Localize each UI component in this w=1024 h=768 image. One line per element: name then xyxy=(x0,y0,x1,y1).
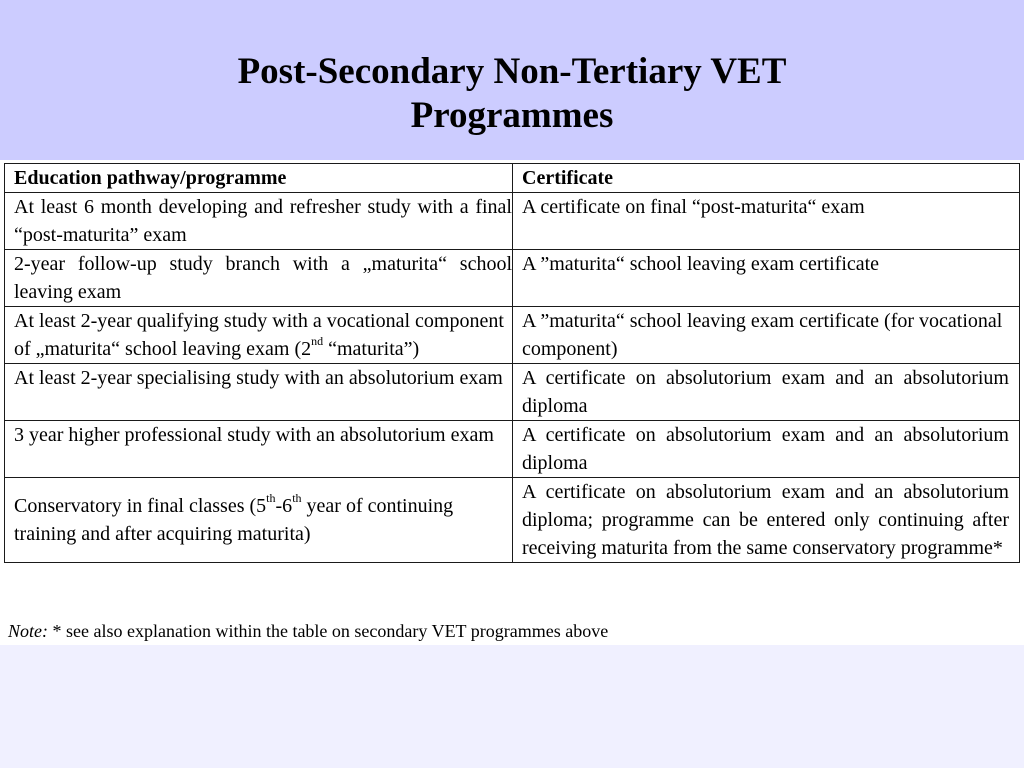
ordinal-superscript: th xyxy=(292,491,302,506)
certificate-cell: A ”maturita“ school leaving exam certificate (for vocational component) xyxy=(513,307,1020,364)
pathway-cell: 3 year higher professional study with an absolutorium exam xyxy=(5,421,513,478)
note-text: * see also explanation within the table on secondary VET programmes above xyxy=(48,621,609,641)
pathway-text: Conservatory in final classes (5 xyxy=(14,495,267,517)
certificate-cell: A certificate on absolutorium exam and an absolutorium diploma xyxy=(513,421,1020,478)
pathway-text: At least 2-year qualifying study with a vocational component of „maturita“ school leaving exam (2 xyxy=(14,310,504,360)
slide-title-line-1: Post-Secondary Non-Tertiary VET xyxy=(237,51,787,92)
table-header-row xyxy=(5,164,1020,193)
table-row xyxy=(5,193,1020,250)
certificate-cell: A ”maturita“ school leaving exam certificate xyxy=(513,250,1020,307)
header-certificate: Certificate xyxy=(513,164,1020,193)
pathway-cell: At least 2-year specialising study with an absolutorium exam xyxy=(5,364,513,421)
pathway-cell xyxy=(5,307,513,364)
note-label: Note: xyxy=(8,621,48,641)
ordinal-superscript: nd xyxy=(311,334,324,349)
certificate-cell: A certificate on absolutorium exam and an absolutorium diploma xyxy=(513,364,1020,421)
table-row xyxy=(5,478,1020,563)
certificate-cell: A certificate on absolutorium exam and an absolutorium diploma; programme can be entered only continuing after receiving maturita from the same conservatory programme* xyxy=(513,478,1020,563)
programmes-table xyxy=(4,163,1020,563)
table-note xyxy=(8,619,608,643)
table-row xyxy=(5,421,1020,478)
ordinal-superscript: th xyxy=(266,491,276,506)
pathway-cell: 2-year follow-up study branch with a „maturita“ school leaving exam xyxy=(5,250,513,307)
slide-title xyxy=(0,50,1024,138)
table-panel xyxy=(0,160,1024,645)
table-row xyxy=(5,364,1020,421)
slide-title-line-2: Programmes xyxy=(410,95,614,136)
certificate-cell: A certificate on final “post-maturita“ exam xyxy=(513,193,1020,250)
pathway-text-end: year of continuing training and after acquiring maturita) xyxy=(14,495,454,545)
table-row xyxy=(5,250,1020,307)
pathway-text-end: “maturita”) xyxy=(323,338,420,360)
header-pathway: Education pathway/programme xyxy=(5,164,513,193)
pathway-text-mid: -6 xyxy=(275,495,293,517)
table-row xyxy=(5,307,1020,364)
pathway-cell xyxy=(5,478,513,563)
pathway-cell: At least 6 month developing and refresher study with a final “post-maturita” exam xyxy=(5,193,513,250)
